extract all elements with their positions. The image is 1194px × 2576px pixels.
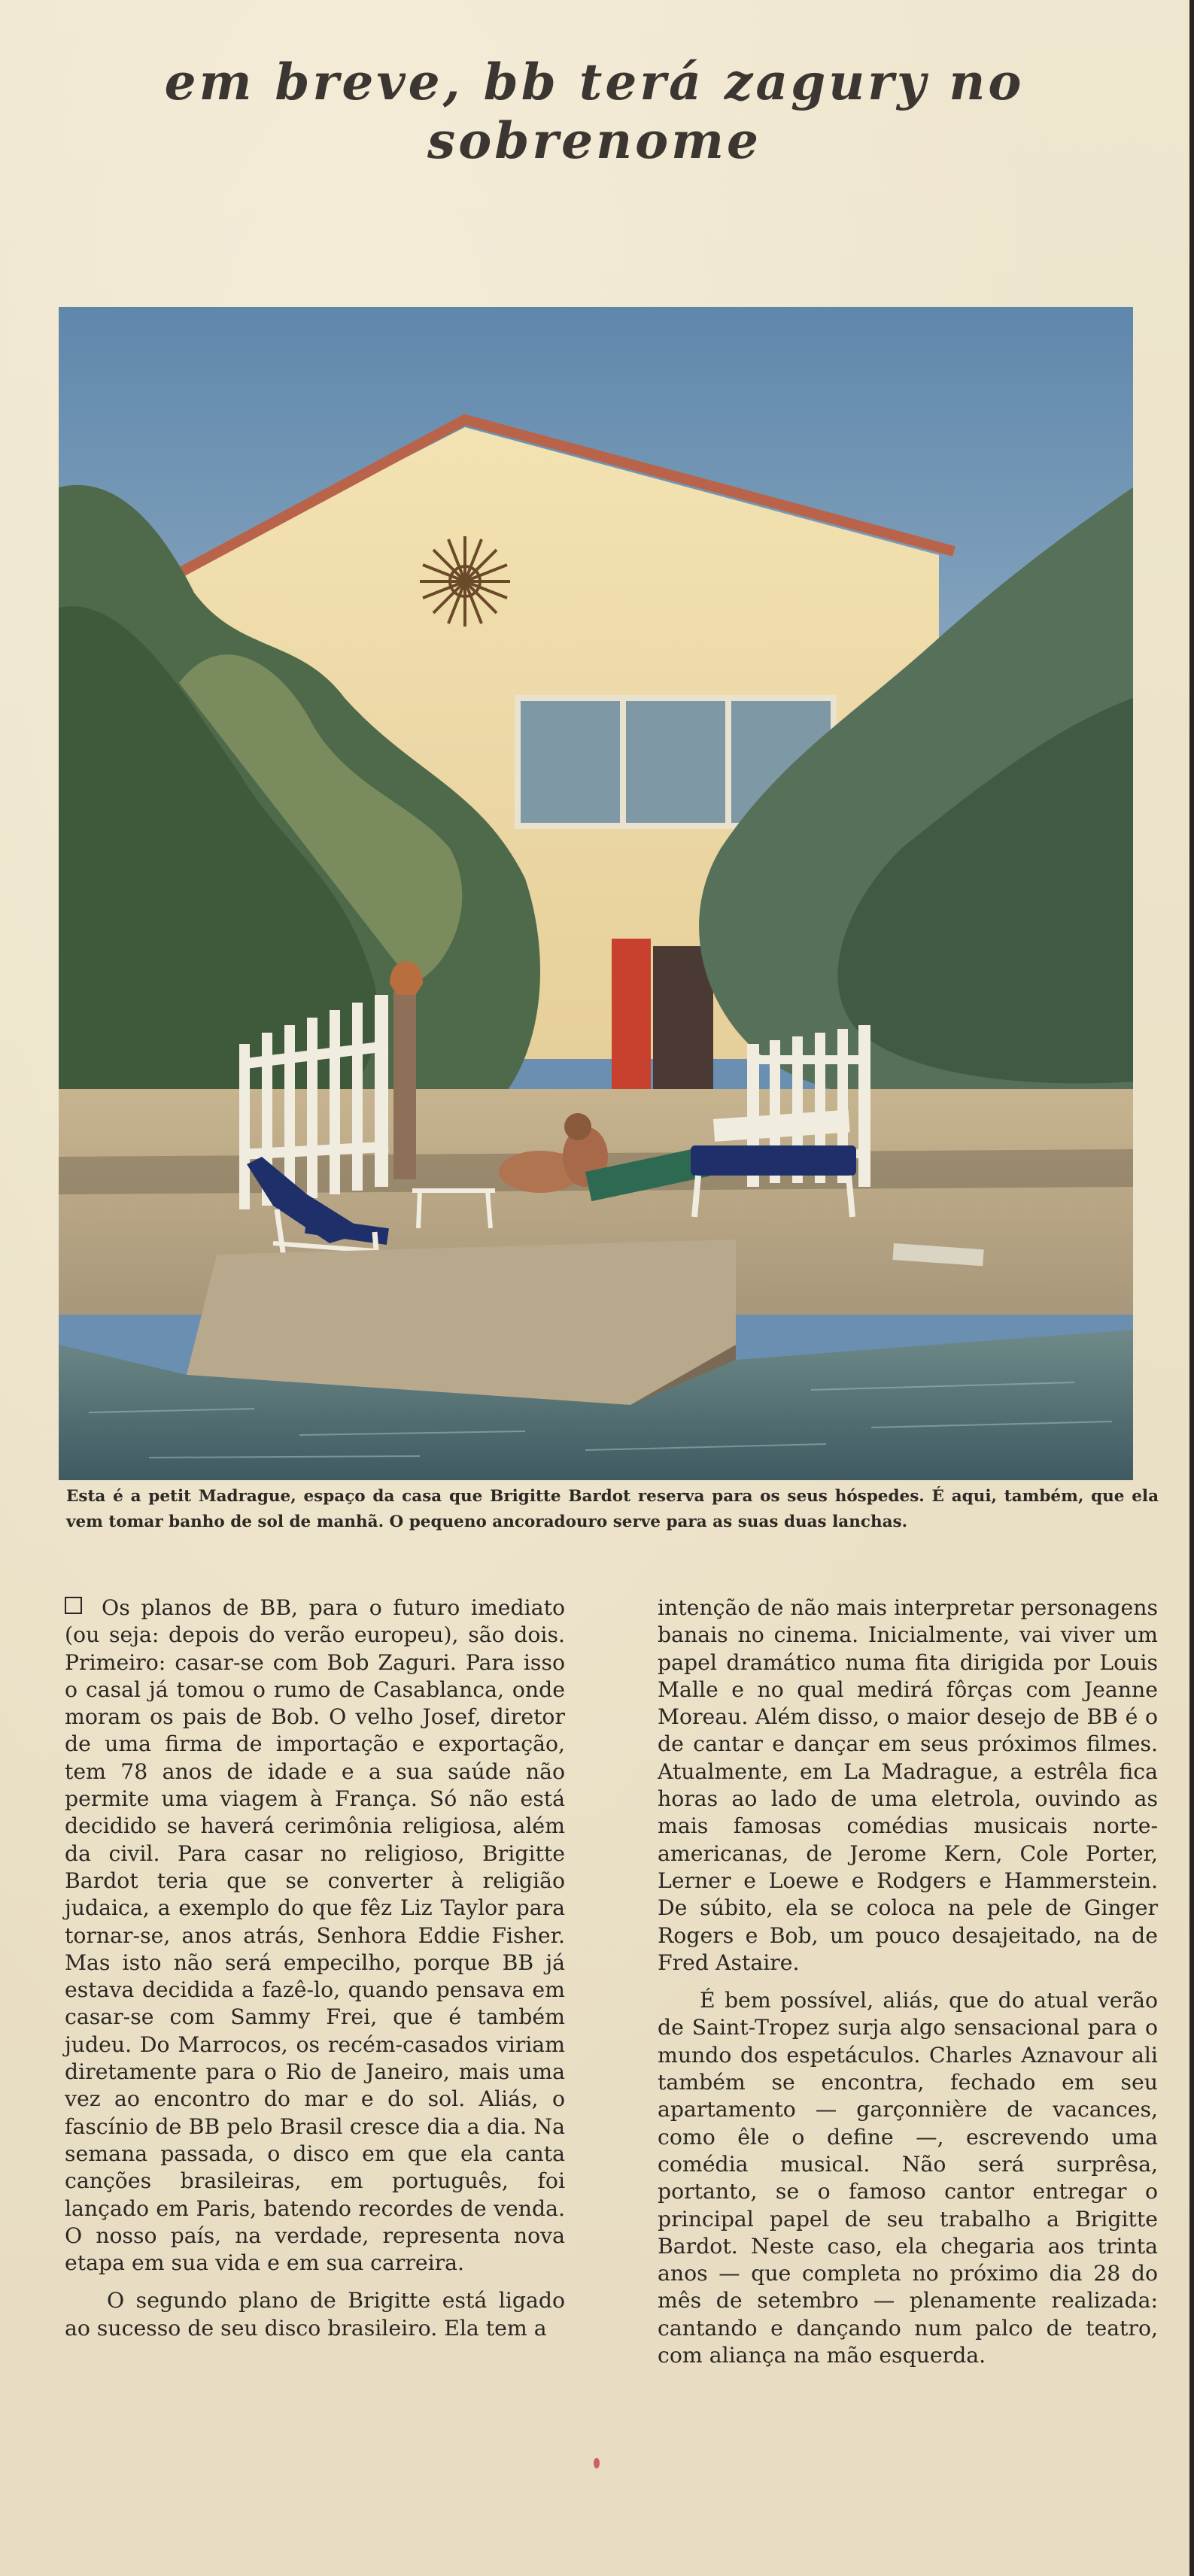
article-paragraph bbox=[65, 1594, 565, 2277]
photo-illustration bbox=[59, 307, 1133, 1480]
headline: em breve, bb terá zagury no sobrenome bbox=[164, 53, 1025, 170]
article-paragraph: intenção de não mais interpretar personagens banais no cinema. Inicialmente, vai viver um papel dramático numa fita dirigida por Louis Malle e no qual medirá fôrças com Jeanne Moreau. Além disso, o maior desejo de BB é o de cantar e dançar em seus próximos filmes. Atualmente, em La Madrague, a estrêla fica horas ao lado de uma eletrola, ouvindo as mais famosas comédias musicais norte-americanas, de Jerome Kern, Cole Porter, Lerner e Loewe e Rodgers e Hammerstein. De súbito, ela se coloca na pele de Ginger Rogers e Bob, um pouco desajeitado, na de Fred Astaire. bbox=[658, 1595, 1158, 1975]
paragraph-text: Os planos de BB, para o futuro imediato (ou seja: depois do verão europeu), são dois. Primeiro: casar-se com Bob Zaguri. Para isso o casal já tomou o rumo de Casablanca, onde moram os pais de Bob. O velho Josef, diretor de uma firma de importação e exportação, tem 78 anos de idade e a sua saúde não permite uma viagem à França. Só não está decidido se haverá cerimônia religiosa, além da civil. Para casar no religioso, Brigitte Bardot teria que se converter à religião judaica, a exemplo do que fêz Liz Taylor para tornar-se, anos atrás, Senhora Eddie Fisher. Mas isto não será empecilho, porque BB já estava decidida a fazê-lo, quando pensava em casar-se com Sammy Frei, que é também judeu. Do Marrocos, os recém-casados viriam diretamente para o Rio de Janeiro, mais uma vez ao encontro do mar e do sol. Aliás, o fascínio de BB pelo Brasil cresce dia a dia. Na semana passada, o disco em que ela canta canções brasileiras, em português, foi lançado em Paris, batendo recordes de venda. O nosso país, na verdade, representa nova etapa em sua vida e em sua carreira. bbox=[65, 1595, 565, 2276]
ink-spot bbox=[594, 2458, 600, 2468]
article-paragraph: O segundo plano de Brigitte está ligado ao sucesso de seu disco brasileiro. Ela tem a bbox=[65, 2288, 565, 2341]
doorway bbox=[653, 946, 713, 1112]
photo-caption: Esta é a petit Madrague, espaço da casa que Brigitte Bardot reserva para os seus hóspedes. É aqui, também, que ela vem tomar banho de sol de manhã. O pequeno ancoradouro serve para as suas duas lanchas. bbox=[66, 1487, 1159, 1531]
photo-la-madrague bbox=[59, 307, 1133, 1480]
gate-pillar bbox=[393, 991, 416, 1179]
page-edge bbox=[1189, 0, 1194, 2576]
box-bullet-icon bbox=[65, 1597, 82, 1614]
sun-emblem bbox=[420, 536, 510, 627]
article-column-left bbox=[65, 1594, 565, 2353]
article-paragraph: É bem possível, aliás, que do atual verão de Saint-Tropez surja algo sensacional para o mundo dos espetáculos. Charles Aznavour ali também se encontra, fechado em seu apartamento — garçonnière de vacances, como êle o define —, escrevendo uma comédia musical. Não será surprêsa, portanto, se o famoso cantor entregar o principal papel de seu trabalho a Brigitte Bardot. Neste caso, ela chegaria aos trinta anos — que completa no próximo dia 28 do mês de setembro — plenamente realizada: cantando e dançando num palco de teatro, com aliança na mão esquerda. bbox=[658, 1988, 1158, 2368]
article-column-right bbox=[658, 1594, 1158, 2380]
jetty bbox=[187, 1239, 736, 1405]
red-door bbox=[612, 939, 651, 1112]
